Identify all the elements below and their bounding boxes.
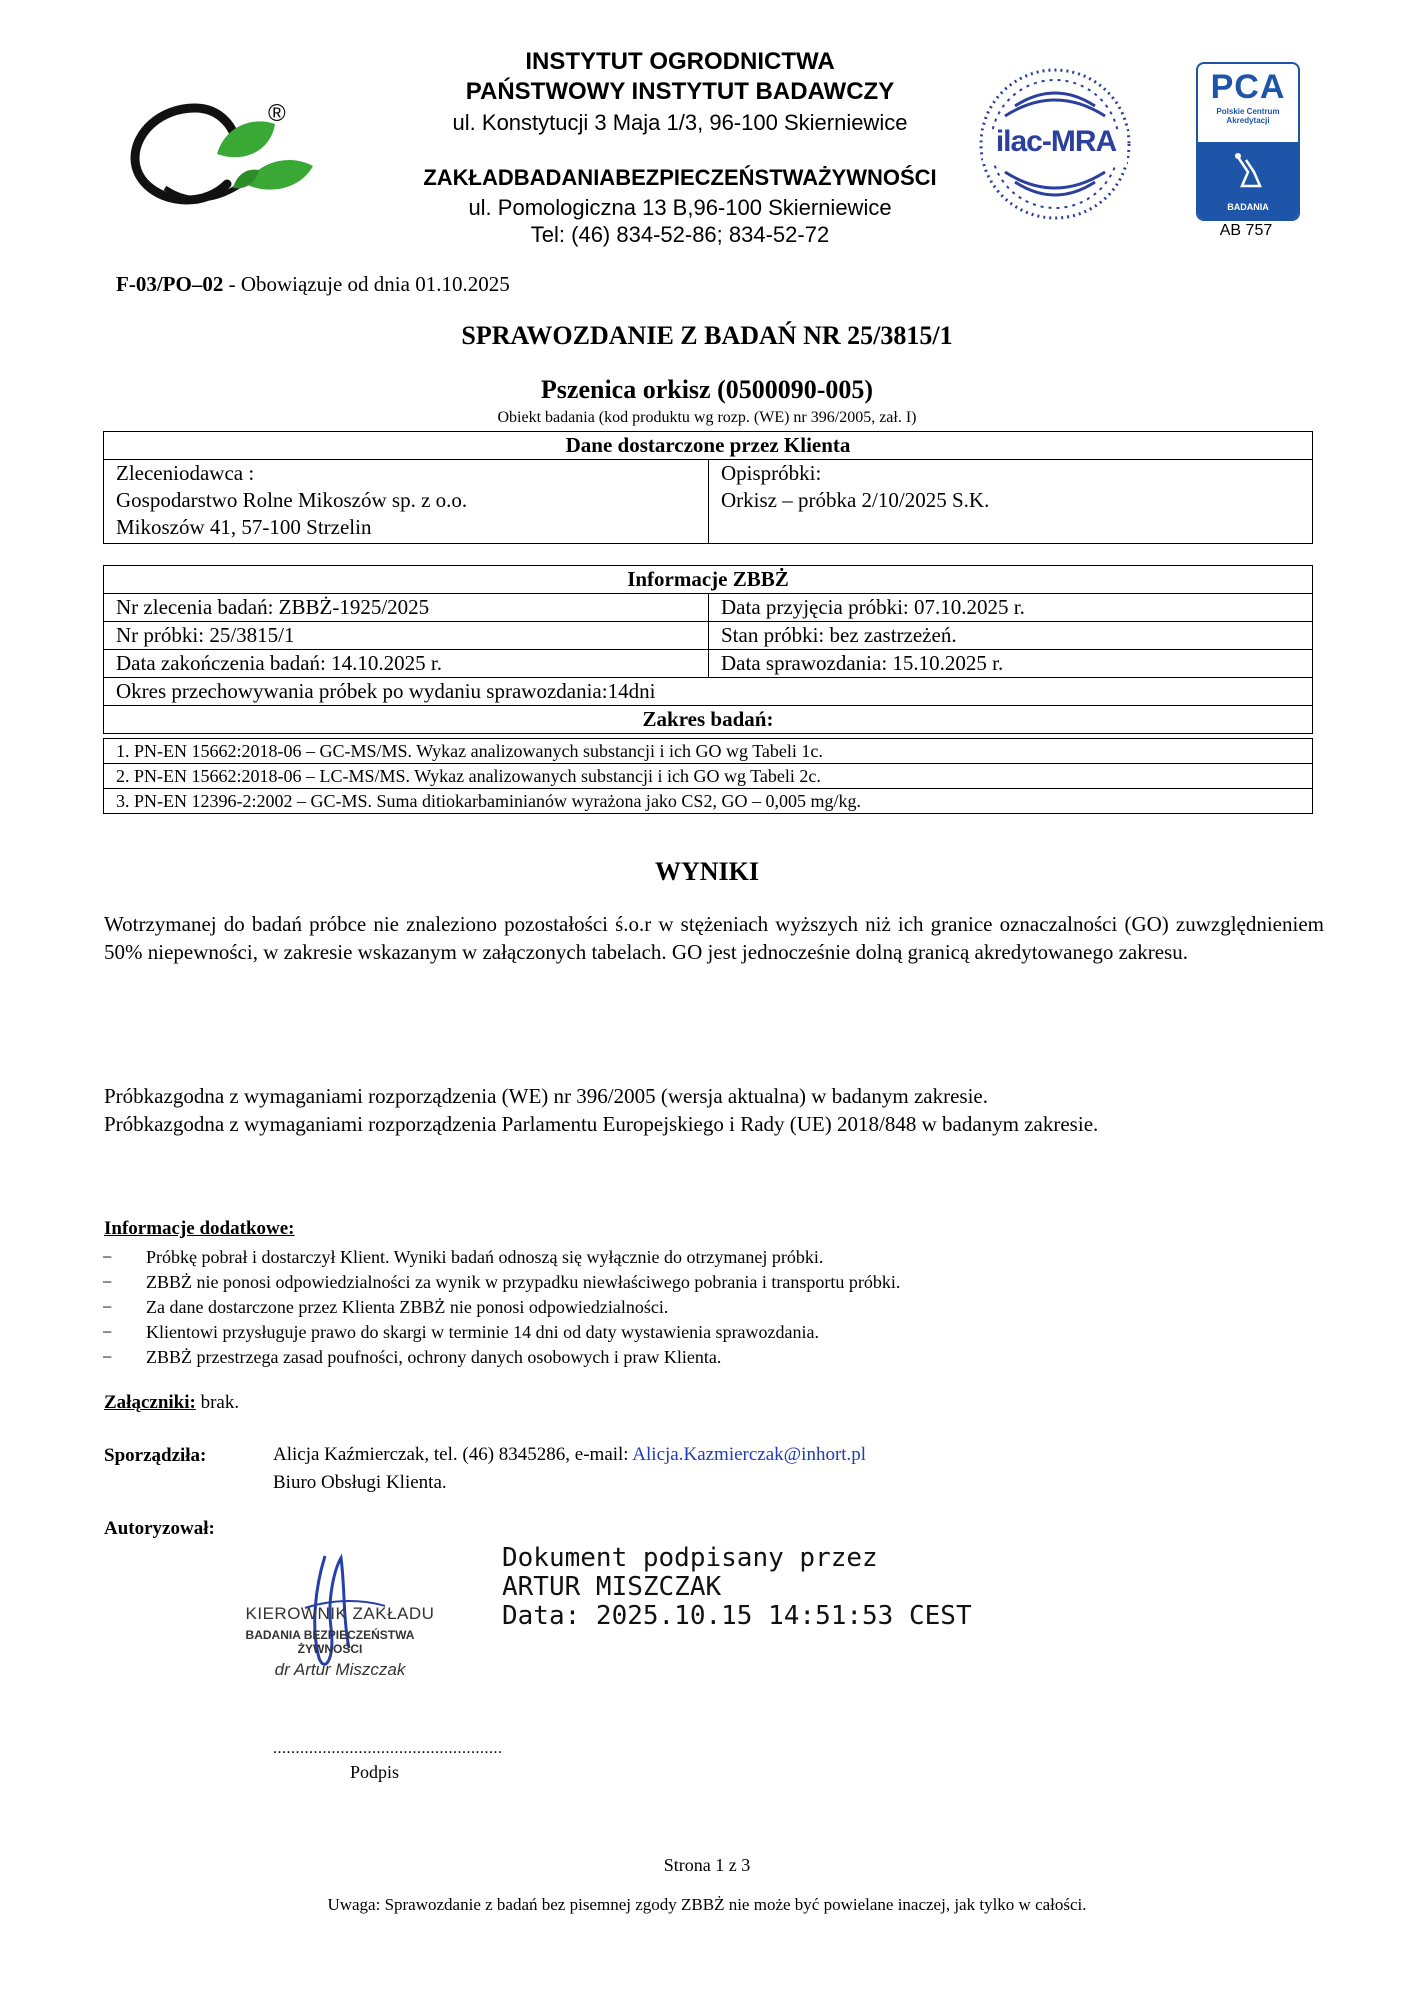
attachments-label: Załączniki: [104, 1392, 196, 1413]
pca-text: PCA [1210, 68, 1286, 106]
pca-subtitle-3: BADANIA [1227, 202, 1269, 212]
additional-info-heading: Informacje dodatkowe: [104, 1218, 295, 1239]
ilac-mra-logo [975, 64, 1135, 224]
scope-item: 3. PN-EN 12396-2:2002 – GC-MS. Suma ditiokarbaminianów wyrażona jako CS2, GO – 0,005 mg/kg. [104, 789, 1313, 814]
official-stamp [215, 1548, 455, 1688]
digital-signature-line-1: Dokument podpisany przez [502, 1543, 878, 1573]
conformity-statement-2: Próbkazgodna z wymaganiami rozporządzenia Parlamentu Europejskiego i Rady (UE) 2018/848 w badanym zakresie. [104, 1112, 1099, 1136]
client-table-heading: Dane dostarczone przez Klienta [104, 432, 1313, 460]
scope-item: 2. PN-EN 15662:2018-06 – LC-MS/MS. Wykaz analizowanych substancji i ich GO wg Tabeli 2c. [104, 764, 1313, 789]
attachments-value: brak. [200, 1392, 240, 1413]
sample-state: Stan próbki: bez zastrzeżeń. [709, 622, 1313, 650]
zbbz-info-table [103, 565, 1313, 734]
page-number: Strona 1 z 3 [663, 1855, 751, 1875]
digital-signature [502, 1544, 972, 1631]
prepared-department: Biuro Obsługi Klienta. [273, 1472, 447, 1493]
list-item: − Próbkę pobrał i dostarczył Klient. Wyniki badań odnoszą się wyłącznie do otrzymanej próbki. [102, 1245, 900, 1270]
product-title: Pszenica orkisz (0500090-005) [540, 375, 874, 404]
results-text: Wotrzymanej do badań próbce nie znaleziono pozostałości ś.o.r w stężeniach wyższych niż ich granice oznaczalności (GO) zuwzględnieniem 50% niepewności, w zakresie wskazanym w załączonych tabelach. GO jest jednocześnie dolną granicą akredytowanego zakresu. [104, 912, 1324, 964]
institute-address: ul. Konstytucji 3 Maja 1/3, 96-100 Skierniewice [452, 110, 908, 135]
sample-description-label: Opispróbki: [721, 461, 822, 485]
additional-info-list [102, 1245, 900, 1370]
stamp-line-1: KIEROWNIK ZAKŁADU [245, 1604, 435, 1623]
client-address: Mikoszów 41, 57-100 Strzelin [116, 515, 372, 539]
receipt-date: Data przyjęcia próbki: 07.10.2025 r. [709, 594, 1313, 622]
authorized-label: Autoryzował: [104, 1518, 215, 1539]
list-item: − Za dane dostarczone przez Klienta ZBBŻ nie ponosi odpowiedzialności. [102, 1295, 900, 1320]
pca-subtitle-1: Polskie Centrum [1216, 107, 1280, 116]
prepared-contact: Alicja Kaźmierczak, tel. (46) 8345286, e-mail: [273, 1444, 633, 1465]
institute-name-line1: INSTYTUT OGRODNICTWA [525, 48, 835, 75]
product-subtitle: Obiekt badania (kod produktu wg rozp. (WE) nr 396/2005, zał. I) [497, 409, 917, 426]
report-date: Data sprawozdania: 15.10.2025 r. [709, 650, 1313, 678]
results-heading: WYNIKI [654, 857, 759, 886]
client-name: Gospodarstwo Rolne Mikoszów sp. z o.o. [116, 488, 468, 512]
department-name: ZAKŁADBADANIABEZPIECZEŃSTWAŻYWNOŚCI [423, 165, 937, 190]
accreditation-number: AB 757 [1219, 222, 1273, 239]
stamp-line-2: BADANIA BEZPIECZEŃSTWA ŻYWNOŚCI [245, 1628, 415, 1656]
sample-number: Nr próbki: 25/3815/1 [104, 622, 709, 650]
client-cell [104, 460, 709, 544]
form-code: F-03/PO–02 [116, 272, 224, 296]
sample-description-cell [709, 460, 1313, 544]
storage-period: Okres przechowywania próbek po wydaniu sprawozdania:14dni [104, 678, 1313, 706]
signature-line: ................................................... [273, 1740, 503, 1757]
client-label: Zleceniodawca : [116, 461, 255, 485]
stamp-line-3: dr Artur Miszczak [274, 1660, 406, 1679]
report-title: SPRAWOZDANIE Z BADAŃ NR 25/3815/1 [461, 321, 953, 350]
sample-description: Orkisz – próbka 2/10/2025 S.K. [721, 488, 990, 512]
conformity-statement-1: Próbkazgodna z wymaganiami rozporządzenia (WE) nr 396/2005 (wersja aktualna) w badanym zakresie. [104, 1084, 988, 1108]
scope-item: 1. PN-EN 15662:2018-06 – GC-MS/MS. Wykaz analizowanych substancji i ich GO wg Tabeli 1c. [104, 739, 1313, 764]
scope-table [103, 738, 1313, 814]
pca-logo [1196, 62, 1300, 221]
zbbz-table-heading: Informacje ZBBŻ [104, 566, 1313, 594]
prepared-label: Sporządziła: [104, 1445, 207, 1466]
list-item: − ZBBŻ nie ponosi odpowiedzialności za wynik w przypadku niewłaściwego pobrania i transportu próbki. [102, 1270, 900, 1295]
digital-signature-line-2: ARTUR MISZCZAK [502, 1572, 722, 1602]
form-code-line [116, 272, 510, 297]
footer-note: Uwaga: Sprawozdanie z badań bez pisemnej zgody ZBBŻ nie może być powielane inaczej, jak tylko w całości. [327, 1895, 1087, 1914]
digital-signature-line-3: Data: 2025.10.15 14:51:53 CEST [502, 1601, 972, 1631]
department-phone: Tel: (46) 834-52-86; 834-52-72 [530, 222, 830, 247]
test-end-date: Data zakończenia badań: 14.10.2025 r. [104, 650, 709, 678]
department-address: ul. Pomologiczna 13 B,96-100 Skierniewice [468, 195, 892, 220]
form-valid-from: - Obowiązuje od dnia 01.10.2025 [223, 272, 510, 296]
attachments-line [104, 1392, 239, 1414]
prepared-by [273, 1441, 866, 1497]
institute-name-line2: PAŃSTWOWY INSTYTUT BADAWCZY [465, 78, 895, 105]
registered-mark: ® [268, 100, 286, 127]
order-number: Nr zlecenia badań: ZBBŻ-1925/2025 [104, 594, 709, 622]
pca-subtitle-2: Akredytacji [1226, 116, 1270, 125]
scope-heading: Zakres badań: [104, 706, 1313, 734]
prepared-email-link[interactable]: Alicja.Kazmierczak@inhort.pl [632, 1444, 867, 1465]
client-data-table [103, 431, 1313, 544]
q-logo [125, 88, 325, 208]
list-item: − ZBBŻ przestrzega zasad poufności, ochrony danych osobowych i praw Klienta. [102, 1345, 900, 1370]
lab-flask-icon [1198, 148, 1298, 198]
list-item: − Klientowi przysługuje prawo do skargi w terminie 14 dni od daty wystawienia sprawozdania. [102, 1320, 900, 1345]
ilac-mra-text: ilac-MRA [995, 125, 1117, 158]
signature-label: Podpis [350, 1762, 400, 1782]
